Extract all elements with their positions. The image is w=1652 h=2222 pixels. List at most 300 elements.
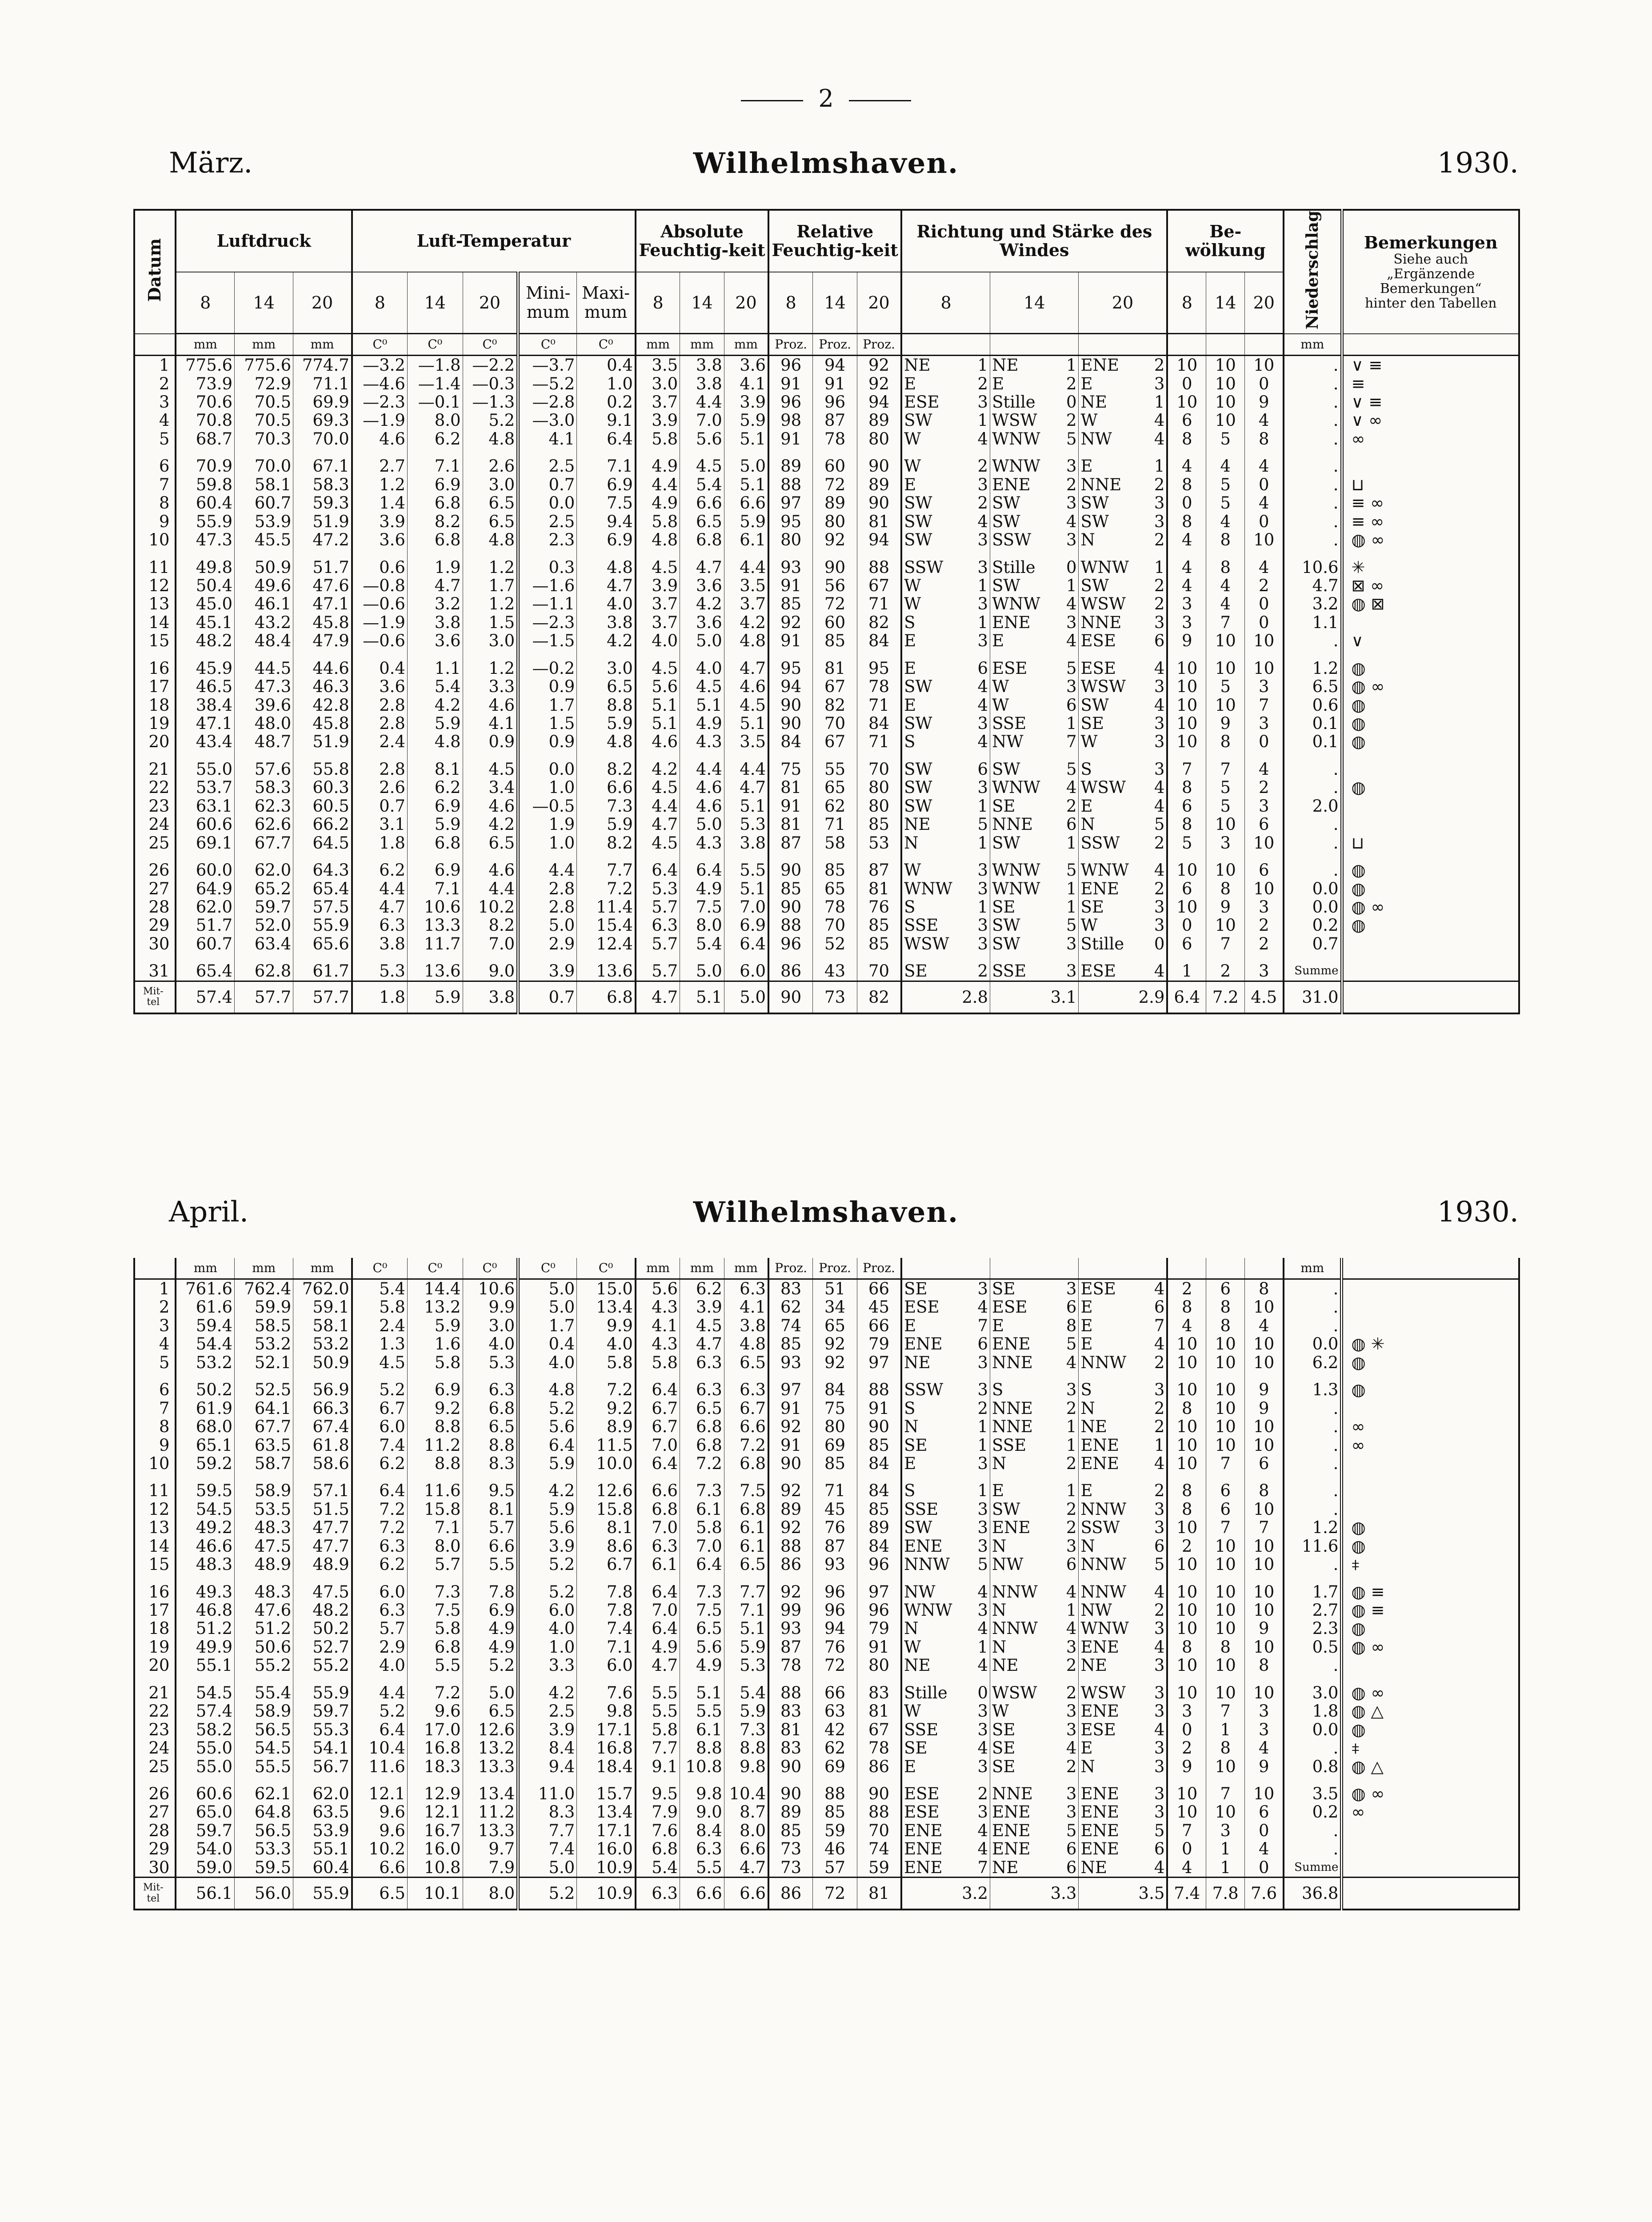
wind-cell <box>990 1298 1079 1316</box>
value-cell: 10.4 <box>352 1739 408 1757</box>
wind-cell <box>990 880 1079 898</box>
unit-cell: mm <box>235 334 293 356</box>
value-cell: 66 <box>813 1675 857 1702</box>
wind-direction: SSE <box>904 1500 939 1519</box>
value-cell: 11.2 <box>407 1436 463 1454</box>
value-cell: 10 <box>1206 411 1245 429</box>
remark-cell: ◍ <box>1342 916 1519 934</box>
value-cell: 93 <box>768 1353 813 1372</box>
remark-cell: ◍ ∞ <box>1342 1675 1519 1702</box>
value-cell: 62.6 <box>235 815 293 833</box>
value-cell: 7.5 <box>724 1473 768 1500</box>
value-cell: 13.4 <box>577 1803 636 1821</box>
value-cell: 8.2 <box>577 751 636 778</box>
value-cell: 7.1 <box>407 448 463 475</box>
value-cell: 6.2 <box>680 1279 724 1298</box>
unit-cell <box>1079 1258 1167 1279</box>
value-cell: 56.9 <box>293 1372 352 1399</box>
remark-cell <box>1342 1500 1519 1518</box>
wind-strength: 3 <box>977 916 988 935</box>
wind-strength: 3 <box>977 1454 988 1473</box>
value-cell: 5.5 <box>724 852 768 879</box>
wind-strength: 1 <box>977 411 988 430</box>
table-row <box>134 1840 1519 1858</box>
value-cell: 46 <box>813 1840 857 1858</box>
wind-direction: NNE <box>992 1399 1033 1418</box>
value-cell: 96 <box>813 393 857 411</box>
value-cell: 10 <box>1206 1417 1245 1436</box>
value-cell: 6.2 <box>1284 1353 1342 1372</box>
value-cell: 87 <box>857 852 901 879</box>
value-cell: 5.5 <box>463 1555 518 1573</box>
wind-strength: 1 <box>1066 879 1077 898</box>
value-cell: 6.4 <box>680 852 724 879</box>
value-cell: 5.8 <box>636 512 680 531</box>
value-cell: 13.6 <box>407 953 463 981</box>
wind-direction: SW <box>992 494 1020 512</box>
value-cell: 90 <box>857 1776 901 1803</box>
value-cell: 4.2 <box>724 613 768 632</box>
value-cell: 5.0 <box>518 1298 577 1316</box>
wind-direction: SSW <box>1080 1518 1120 1537</box>
remark-cell: ◍ ⊠ <box>1342 595 1519 613</box>
value-cell: 67 <box>813 733 857 751</box>
value-cell: 6.8 <box>680 531 724 549</box>
value-cell: 0 <box>1245 733 1284 751</box>
value-cell: 5.6 <box>518 1417 577 1436</box>
value-cell: 90 <box>857 1417 901 1436</box>
value-cell: 10 <box>1167 1803 1206 1821</box>
value-cell: 91 <box>857 1399 901 1417</box>
table-row <box>134 1537 1519 1555</box>
value-cell: 10 <box>1245 1335 1284 1353</box>
value-cell: 1.7 <box>518 696 577 714</box>
wind-direction: WSW <box>1080 1683 1126 1702</box>
value-cell: 8 <box>1167 430 1206 448</box>
wind-direction: N <box>904 1417 919 1436</box>
value-cell: 10.2 <box>463 898 518 916</box>
value-cell: 5.7 <box>463 1518 518 1537</box>
value-cell: 775.6 <box>176 356 234 375</box>
value-cell: 4.6 <box>463 852 518 879</box>
value-cell: 7.2 <box>352 1518 408 1537</box>
wind-strength: 3 <box>1154 897 1165 917</box>
wind-cell <box>901 1675 990 1702</box>
value-cell: 82 <box>857 613 901 632</box>
value-cell: 75 <box>768 751 813 778</box>
unit-cell: Proz. <box>813 334 857 356</box>
remark-cell: ∞ <box>1342 1803 1519 1821</box>
value-cell: 90 <box>857 494 901 512</box>
value-cell: 10.6 <box>463 1279 518 1298</box>
wind-cell <box>901 531 990 549</box>
table-row <box>134 1822 1519 1840</box>
wind-cell <box>1079 898 1167 916</box>
value-cell: 79 <box>857 1335 901 1353</box>
wind-cell <box>990 797 1079 815</box>
remark-cell <box>1342 935 1519 953</box>
value-cell: 61.9 <box>176 1399 234 1417</box>
value-cell: 4.7 <box>1284 577 1342 595</box>
wind-direction: SE <box>1080 897 1104 917</box>
wind-cell <box>1079 393 1167 411</box>
value-cell: 56 <box>813 577 857 595</box>
value-cell: 10 <box>1245 1555 1284 1573</box>
day-cell: 27 <box>148 1803 170 1822</box>
wind-cell <box>990 1537 1079 1555</box>
luftdruck-20-header: 20 <box>293 272 352 334</box>
value-cell: 57.6 <box>235 751 293 778</box>
wind-direction: SSW <box>1080 833 1120 853</box>
wind-cell <box>990 595 1079 613</box>
unit-cell: Proz. <box>857 1258 901 1279</box>
wind-direction: NW <box>1080 429 1112 448</box>
remark-cell: ◍ ✳ <box>1342 1335 1519 1353</box>
table-row <box>134 595 1519 613</box>
day-cell: 29 <box>148 1840 170 1858</box>
value-cell: 65.4 <box>176 953 234 981</box>
wind-direction: SW <box>904 512 932 531</box>
wind-direction: E <box>904 1757 916 1776</box>
value-cell: 7.2 <box>577 880 636 898</box>
wind-cell <box>901 1436 990 1454</box>
wind-direction: E <box>904 374 916 393</box>
value-cell: 6.3 <box>352 1537 408 1555</box>
value-cell: 80 <box>857 797 901 815</box>
table-row <box>134 494 1519 512</box>
wind-cell <box>990 815 1079 833</box>
wind-direction: ESE <box>992 658 1028 678</box>
wind-strength: 1 <box>1066 576 1077 595</box>
value-cell: 87 <box>768 1638 813 1656</box>
wind-strength: 3 <box>977 1757 988 1776</box>
day-cell: 14 <box>148 1537 170 1556</box>
wind-cell <box>901 356 990 375</box>
wind-cell <box>901 815 990 833</box>
wind-strength: 3 <box>977 475 988 494</box>
value-cell: 8.1 <box>577 1518 636 1537</box>
mittel-value: 7.6 <box>1245 1878 1284 1910</box>
value-cell: 44.6 <box>293 650 352 677</box>
value-cell: 6.6 <box>724 1417 768 1436</box>
value-cell: 3.6 <box>680 577 724 595</box>
wind-direction: N <box>992 1537 1007 1556</box>
value-cell: 59.7 <box>293 1702 352 1720</box>
wind-cell <box>901 1638 990 1656</box>
value-cell: 6.1 <box>680 1500 724 1518</box>
wind-cell <box>901 1399 990 1417</box>
wind-strength: 3 <box>1154 1757 1165 1776</box>
mittel-value: 55.9 <box>293 1878 352 1910</box>
wind-strength: 3 <box>1066 456 1077 476</box>
value-cell: 5.8 <box>407 1619 463 1637</box>
wind-strength: 4 <box>1066 1353 1077 1372</box>
wind-cell <box>990 375 1079 393</box>
table-row <box>134 411 1519 429</box>
wind-direction: SW <box>1080 576 1109 595</box>
value-cell: 87 <box>813 1537 857 1555</box>
unit-cell: C⁰ <box>352 1258 408 1279</box>
value-cell: 3.9 <box>518 1537 577 1555</box>
value-cell: 97 <box>768 494 813 512</box>
wind-cell <box>990 650 1079 677</box>
wind-strength: 7 <box>977 1316 988 1335</box>
value-cell: 4 <box>1167 1858 1206 1878</box>
value-cell: 4.8 <box>463 531 518 549</box>
wind-strength: 4 <box>977 1739 988 1758</box>
value-cell: 6.8 <box>407 1638 463 1656</box>
value-cell: 4.9 <box>680 1656 724 1674</box>
value-cell: 2.9 <box>352 1638 408 1656</box>
value-cell: 9.5 <box>463 1473 518 1500</box>
value-cell: 67.1 <box>293 448 352 475</box>
value-cell: 1.7 <box>518 1317 577 1335</box>
remark-cell: ◍ <box>1342 733 1519 751</box>
wind-cell <box>901 512 990 531</box>
wind-cell <box>901 1555 990 1573</box>
wind-direction: S <box>904 1481 916 1500</box>
value-cell: 4.1 <box>636 1317 680 1335</box>
mittel-value: 6.6 <box>724 1878 768 1910</box>
value-cell: 50.6 <box>235 1638 293 1656</box>
wind-strength: 2 <box>977 961 988 981</box>
wind-cell <box>901 1601 990 1619</box>
value-cell: 7.6 <box>636 1822 680 1840</box>
wind-cell <box>901 1619 990 1637</box>
value-cell: 5.4 <box>680 935 724 953</box>
table-row <box>134 677 1519 696</box>
mittel-value: 31.0 <box>1284 981 1342 1013</box>
wind-strength: 3 <box>1066 1784 1077 1803</box>
value-cell: 6.4 <box>680 1555 724 1573</box>
wind-direction: ENE <box>904 1821 943 1840</box>
april-month: April. <box>169 1196 249 1229</box>
value-cell: 3.9 <box>680 1298 724 1316</box>
value-cell: . <box>1284 531 1342 549</box>
value-cell: 4 <box>1245 751 1284 778</box>
value-cell: 6.2 <box>407 778 463 797</box>
value-cell: 6.6 <box>724 1840 768 1858</box>
wind-cell <box>1079 1803 1167 1821</box>
value-cell: 3.3 <box>518 1656 577 1674</box>
value-cell: 4.6 <box>724 677 768 696</box>
wind-cell <box>901 632 990 650</box>
wind-cell <box>901 916 990 934</box>
value-cell: 70 <box>857 1822 901 1840</box>
value-cell: 6.4 <box>518 1436 577 1454</box>
wind-strength: 6 <box>1066 815 1077 834</box>
luftdruck-14-header: 14 <box>235 272 293 334</box>
value-cell: 10 <box>1245 1436 1284 1454</box>
value-cell: 6.9 <box>577 531 636 549</box>
rel-20-header: 20 <box>857 272 901 334</box>
wind-strength: 4 <box>1154 778 1165 797</box>
value-cell: 6 <box>1167 411 1206 429</box>
units-row <box>134 334 1519 356</box>
wind-direction: WNW <box>904 1601 952 1620</box>
value-cell: 9.9 <box>463 1298 518 1316</box>
wind-strength: 3 <box>977 879 988 898</box>
wind-cell <box>1079 696 1167 714</box>
value-cell: 7.2 <box>680 1454 724 1473</box>
value-cell: 53.3 <box>235 1840 293 1858</box>
wind-strength: 4 <box>1066 512 1077 531</box>
value-cell: 0 <box>1245 512 1284 531</box>
table-row <box>134 531 1519 549</box>
value-cell: 9.2 <box>577 1399 636 1417</box>
wind-direction: E <box>992 374 1004 393</box>
wind-cell <box>901 448 990 475</box>
unit-cell: C⁰ <box>577 1258 636 1279</box>
wind-direction: W <box>904 1702 921 1721</box>
wind-direction: Stille <box>1080 934 1124 953</box>
mittel-value: 4.7 <box>636 981 680 1013</box>
wind-strength: 5 <box>977 1555 988 1574</box>
value-cell: 11.6 <box>352 1758 408 1776</box>
wind-direction: SW <box>992 512 1020 531</box>
wind-cell <box>901 953 990 981</box>
wind-strength: 4 <box>1154 1858 1165 1877</box>
value-cell: 90 <box>768 1758 813 1776</box>
value-cell: 88 <box>768 476 813 494</box>
value-cell: 6.9 <box>407 476 463 494</box>
wind-strength: 3 <box>1154 759 1165 779</box>
value-cell: 58.3 <box>293 476 352 494</box>
value-cell: 60.6 <box>176 815 234 833</box>
remark-cell: ∨ ∞ <box>1342 411 1519 429</box>
value-cell: 4 <box>1206 448 1245 475</box>
remark-cell: ◍ <box>1342 1353 1519 1372</box>
table-row <box>134 1353 1519 1372</box>
wind-cell <box>990 677 1079 696</box>
value-cell: —1.5 <box>518 632 577 650</box>
value-cell: 1.7 <box>1284 1574 1342 1601</box>
value-cell: 5.0 <box>680 632 724 650</box>
wind-cell <box>901 733 990 751</box>
value-cell: 70 <box>813 714 857 733</box>
value-cell: 63.4 <box>235 935 293 953</box>
value-cell: 7.2 <box>407 1675 463 1702</box>
value-cell: 2.8 <box>352 751 408 778</box>
value-cell: 10 <box>1206 852 1245 879</box>
value-cell: 15.8 <box>577 1500 636 1518</box>
value-cell: 5.1 <box>680 696 724 714</box>
value-cell: 70.3 <box>235 430 293 448</box>
value-cell: 60.4 <box>176 494 234 512</box>
wind-strength: 4 <box>1154 1582 1165 1601</box>
wind-direction: NE <box>1080 1858 1107 1877</box>
wind-cell <box>990 1574 1079 1601</box>
mittel-value: 6.6 <box>680 1878 724 1910</box>
value-cell: 65.0 <box>176 1803 234 1821</box>
value-cell: 4.4 <box>463 880 518 898</box>
wind-direction: ESE <box>904 1784 940 1803</box>
value-cell: 85 <box>857 1436 901 1454</box>
mittel-value: 5.1 <box>680 981 724 1013</box>
value-cell: 98 <box>768 411 813 429</box>
wind-direction: W <box>1080 411 1098 430</box>
value-cell: 11.5 <box>577 1436 636 1454</box>
wind-strength: 2 <box>977 374 988 393</box>
wind-cell <box>1079 1399 1167 1417</box>
value-cell: 2 <box>1167 1279 1206 1298</box>
wind-direction: E <box>1080 1481 1093 1500</box>
wind-strength: 5 <box>1066 916 1077 935</box>
wind-direction: E <box>1080 1739 1093 1758</box>
value-cell: 3.9 <box>518 1721 577 1739</box>
value-cell: 4.8 <box>724 1335 768 1353</box>
value-cell: 0 <box>1245 613 1284 632</box>
value-cell: —3.7 <box>518 356 577 375</box>
value-cell: 75 <box>813 1399 857 1417</box>
value-cell: 9.1 <box>577 411 636 429</box>
day-cell: 9 <box>159 1436 170 1454</box>
mittel-value: 72 <box>813 1878 857 1910</box>
wind-cell <box>990 411 1079 429</box>
wind-direction: SW <box>992 576 1020 595</box>
value-cell: 43 <box>813 953 857 981</box>
value-cell: 5.2 <box>463 411 518 429</box>
value-cell: 4.4 <box>680 393 724 411</box>
value-cell: 78 <box>813 430 857 448</box>
value-cell: 4.7 <box>352 898 408 916</box>
wind-direction: SW <box>904 714 932 733</box>
value-cell: 72 <box>813 476 857 494</box>
value-cell: 64.9 <box>176 880 234 898</box>
wind-direction: SE <box>904 1436 928 1454</box>
value-cell: 53.9 <box>293 1822 352 1840</box>
unit-cell: C⁰ <box>577 334 636 356</box>
wind-strength: 3 <box>1066 1537 1077 1556</box>
wind-direction: WSW <box>1080 677 1126 696</box>
bemerkungen-header: Bemerkungen Siehe auch „Ergänzende Bemerkungen“ hinter den Tabellen <box>1342 210 1519 334</box>
wind-cell <box>990 733 1079 751</box>
value-cell: 3.7 <box>636 393 680 411</box>
wind-strength: 4 <box>1154 961 1165 981</box>
value-cell: 71 <box>813 815 857 833</box>
value-cell: . <box>1284 1656 1342 1674</box>
value-cell: 4.7 <box>636 1656 680 1674</box>
wind-strength: 3 <box>977 714 988 733</box>
value-cell: 4.7 <box>577 577 636 595</box>
value-cell: 7.1 <box>724 1601 768 1619</box>
value-cell: 9 <box>1167 1758 1206 1776</box>
value-cell: 60.6 <box>176 1776 234 1803</box>
value-cell: —1.6 <box>518 577 577 595</box>
value-cell: 1.2 <box>1284 1518 1342 1537</box>
value-cell: 3.0 <box>463 476 518 494</box>
value-cell: 55.3 <box>293 1721 352 1739</box>
value-cell: 10.6 <box>1284 549 1342 577</box>
value-cell: 5.0 <box>463 1675 518 1702</box>
wind-direction: SSW <box>904 1380 944 1399</box>
value-cell: 6.8 <box>636 1500 680 1518</box>
value-cell: 64.8 <box>235 1803 293 1821</box>
value-cell: 90 <box>768 1454 813 1473</box>
value-cell: 55.5 <box>235 1758 293 1776</box>
value-cell: —0.1 <box>407 393 463 411</box>
unit-cell: Proz. <box>857 334 901 356</box>
value-cell: 2.5 <box>518 1702 577 1720</box>
wind-strength: 5 <box>1154 1821 1165 1840</box>
wind-direction: SW <box>904 1518 932 1537</box>
wind-direction: SE <box>992 1279 1016 1298</box>
value-cell: 4.3 <box>636 1335 680 1353</box>
wind-direction: SE <box>904 1279 928 1298</box>
wind-direction: N <box>992 1637 1007 1657</box>
value-cell: 6.4 <box>352 1473 408 1500</box>
wind-direction: NNE <box>1080 475 1122 494</box>
